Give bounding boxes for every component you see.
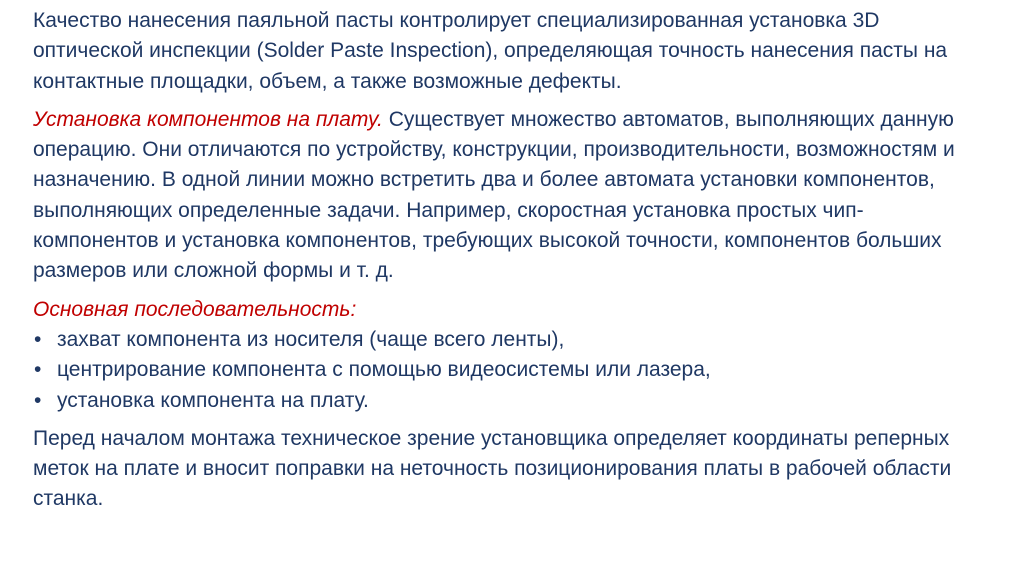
list-item-text: захват компонента из носителя (чаще всего ленты), bbox=[57, 327, 565, 351]
paragraph-text: Перед началом монтажа техническое зрение установщика определяет координаты реперных меток на плате и вносит поправки на неточность позиционирования платы в рабочей области станка. bbox=[33, 426, 952, 511]
paragraph-text: Существует множество автоматов, выполняющих данную операцию. Они отличаются по устройству, конструкции, производительности, возможностям и назначению. В одной линии можно встретить два и более автомата установки компонентов, выполняющих определенные задачи. Например, скоростная установка простых чип-компонентов и установка компонентов, требующих высокой точности, компонентов больших размеров или сложной формы и т. д. bbox=[33, 107, 955, 283]
paragraph-solder-paste-inspection bbox=[33, 6, 984, 97]
list-item bbox=[33, 325, 984, 355]
paragraph-component-placement bbox=[33, 105, 984, 287]
bullet-icon: • bbox=[34, 327, 42, 351]
section-heading-placement: Установка компонентов на плату. bbox=[33, 107, 383, 131]
list-item bbox=[33, 355, 984, 385]
bullet-icon: • bbox=[34, 358, 42, 382]
paragraph-text: Качество нанесения паяльной пасты контролирует специализированная установка 3D оптической инспекции (Solder Paste Inspection), определяющая точность нанесения пасты на контактные площадки, объем, а также возможные дефекты. bbox=[33, 9, 948, 93]
list-item bbox=[33, 386, 984, 416]
section-heading-sequence: Основная последовательность: bbox=[33, 297, 357, 321]
list-item-text: центрирование компонента с помощью видеосистемы или лазера, bbox=[57, 358, 711, 382]
paragraph-fiducial-marks bbox=[33, 424, 984, 515]
sequence-list bbox=[33, 325, 984, 416]
list-item-text: установка компонента на плату. bbox=[57, 388, 369, 412]
bullet-icon: • bbox=[34, 388, 42, 412]
